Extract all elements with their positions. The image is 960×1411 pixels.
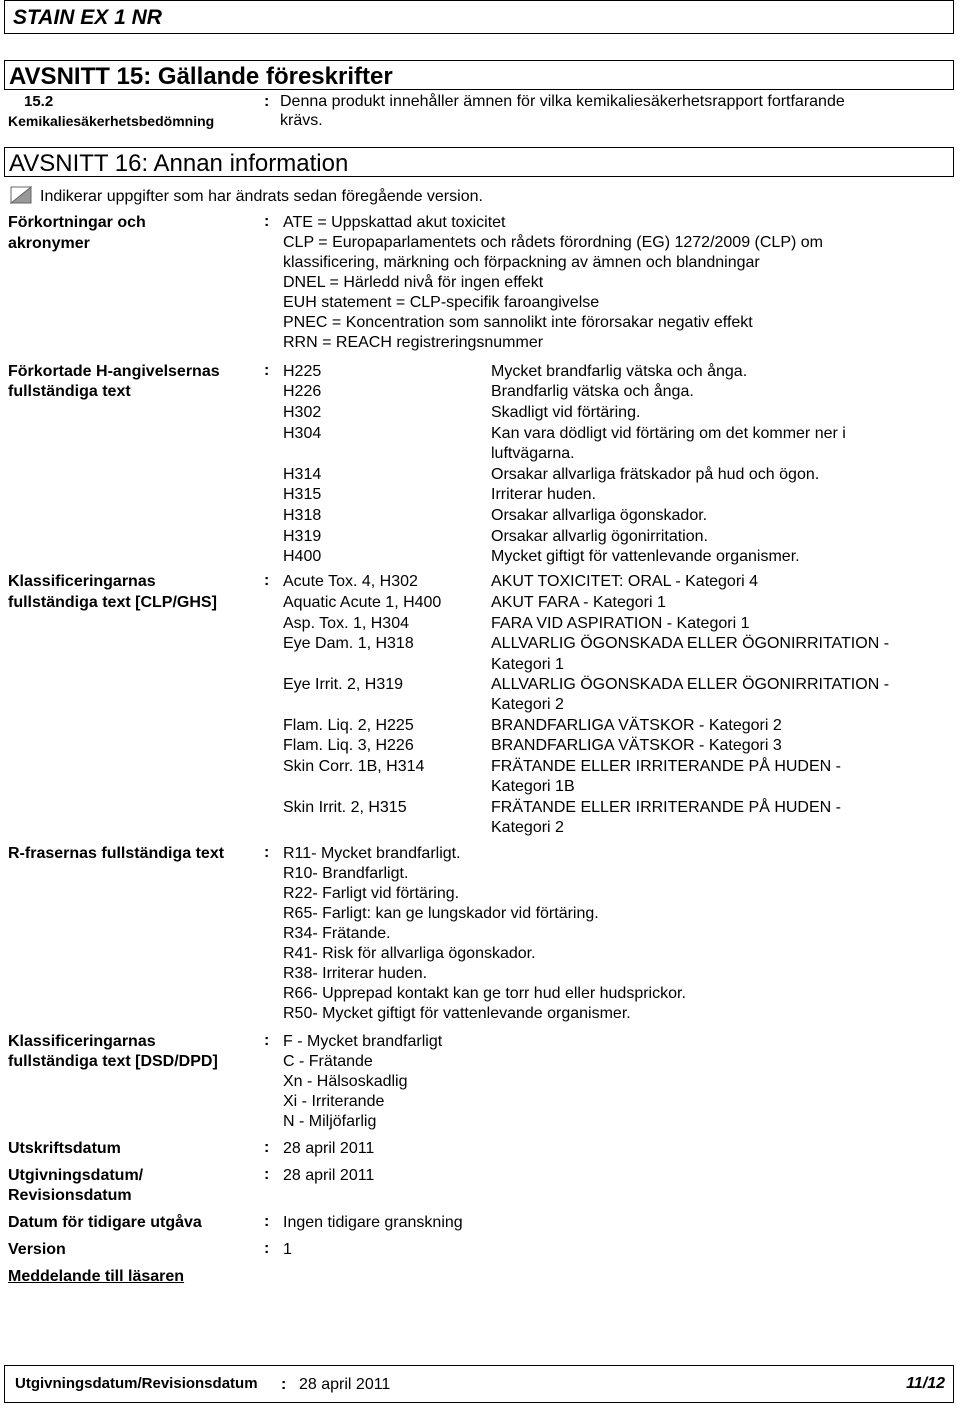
h-text: Brandfarlig vätska och ånga.: [491, 383, 694, 400]
clp-text: AKUT FARA - Kategori 1: [491, 594, 666, 611]
changed-marker-icon: [10, 186, 32, 204]
list-item: ATE = Uppskattad akut toxicitet: [283, 214, 506, 231]
list-item: EUH statement = CLP-specifik faroangivelse: [283, 294, 600, 311]
clp-code: Skin Corr. 1B, H314: [283, 758, 425, 775]
h-code: H400: [283, 548, 322, 565]
list-item: RRN = REACH registreringsnummer: [283, 334, 544, 351]
list-item: Xn - Hälsoskadlig: [283, 1073, 408, 1090]
h-code: H315: [283, 486, 322, 503]
h-text: Mycket brandfarlig vätska och ånga.: [491, 363, 748, 380]
version-value: 1: [283, 1241, 292, 1258]
clp-text: BRANDFARLIGA VÄTSKOR - Kategori 2: [491, 717, 782, 734]
version-label: Version: [8, 1241, 66, 1258]
colon: :: [281, 1376, 287, 1393]
clp-label-line2: fullständiga text [CLP/GHS]: [8, 594, 217, 611]
colon: :: [264, 572, 270, 589]
section-16-title: AVSNITT 16: Annan information: [9, 150, 349, 177]
print-date-value: 28 april 2011: [283, 1140, 375, 1157]
h-text-continued: luftvägarna.: [491, 445, 575, 462]
clp-text-continued: Kategori 2: [491, 696, 564, 713]
h-text: Kan vara dödligt vid förtäring om det kommer ner i: [491, 425, 846, 442]
section-15-2-number: 15.2: [24, 93, 54, 110]
section-15-2-value-line2: krävs.: [280, 112, 323, 129]
abbreviations-label-line1: Förkortningar och: [8, 214, 146, 231]
colon: :: [264, 213, 270, 230]
h-code: H225: [283, 363, 322, 380]
list-item: CLP = Europaparlamentets och rådets förordning (EG) 1272/2009 (CLP) om: [283, 234, 823, 251]
clp-text: ALLVARLIG ÖGONSKADA ELLER ÖGONIRRITATION -: [491, 635, 890, 652]
list-item: R34- Frätande.: [283, 925, 391, 942]
abbreviations-label-line2: akronymer: [8, 235, 90, 252]
section-15-2-label: Kemikaliesäkerhetsbedömning: [8, 113, 215, 129]
list-item: R41- Risk för allvarliga ögonskador.: [283, 945, 536, 962]
dsd-classification-list: [283, 1032, 442, 1132]
document-title: STAIN EX 1 NR: [13, 6, 162, 29]
h-code: H319: [283, 528, 322, 545]
clp-code: Aquatic Acute 1, H400: [283, 594, 442, 611]
issue-date-label-line1: Utgivningsdatum/: [8, 1167, 144, 1184]
reader-note-heading: Meddelande till läsaren: [8, 1268, 185, 1285]
page-footer: [4, 1365, 954, 1403]
colon: :: [264, 362, 270, 379]
h-text: Skadligt vid förtäring.: [491, 404, 641, 421]
clp-code: Eye Dam. 1, H318: [283, 635, 414, 652]
changed-note: Indikerar uppgifter som har ändrats sedan föregående version.: [40, 188, 483, 205]
clp-text: BRANDFARLIGA VÄTSKOR - Kategori 3: [491, 737, 782, 754]
colon: :: [264, 844, 270, 861]
clp-text: FARA VID ASPIRATION - Kategori 1: [491, 615, 750, 632]
page-number: 11/12: [906, 1375, 945, 1392]
h-code: H302: [283, 404, 322, 421]
list-item: PNEC = Koncentration som sannolikt inte förorsakar negativ effekt: [283, 314, 753, 331]
section-15-title: AVSNITT 15: Gällande föreskrifter: [9, 63, 393, 90]
h-text: Irriterar huden.: [491, 486, 596, 503]
h-text: Orsakar allvarliga ögonskador.: [491, 507, 708, 524]
r-phrases-label: R-frasernas fullständiga text: [8, 845, 225, 862]
list-item: R38- Irriterar huden.: [283, 965, 428, 982]
list-item: klassificering, märkning och förpackning av ämnen och blandningar: [283, 254, 760, 271]
print-date-label: Utskriftsdatum: [8, 1140, 121, 1157]
h-text: Mycket giftigt för vattenlevande organismer.: [491, 548, 800, 565]
h-code: H304: [283, 425, 322, 442]
h-code: H226: [283, 383, 322, 400]
h-code: H318: [283, 507, 322, 524]
list-item: F - Mycket brandfarligt: [283, 1033, 443, 1050]
section-16-heading-box: [4, 147, 954, 177]
clp-text-continued: Kategori 1: [491, 656, 564, 673]
abbreviations-list: [283, 213, 823, 353]
dsd-label-line1: Klassificeringarnas: [8, 1033, 156, 1050]
clp-code: Flam. Liq. 3, H226: [283, 737, 414, 754]
section-15-2-value-line1: Denna produkt innehåller ämnen för vilka kemikaliesäkerhetsrapport fortfarande: [280, 93, 845, 110]
h-statements-label-line2: fullständiga text: [8, 383, 131, 400]
clp-code: Eye Irrit. 2, H319: [283, 676, 404, 693]
list-item: C - Frätande: [283, 1053, 373, 1070]
colon: :: [264, 1166, 270, 1183]
list-item: R50- Mycket giftigt för vattenlevande organismer.: [283, 1005, 631, 1022]
dsd-label-line2: fullständiga text [DSD/DPD]: [8, 1053, 218, 1070]
list-item: Xi - Irriterande: [283, 1093, 385, 1110]
clp-code: Skin Irrit. 2, H315: [283, 799, 407, 816]
footer-label: Utgivningsdatum/Revisionsdatum: [15, 1375, 258, 1392]
clp-text: ALLVARLIG ÖGONSKADA ELLER ÖGONIRRITATION -: [491, 676, 890, 693]
list-item: R11- Mycket brandfarligt.: [283, 845, 461, 862]
h-code: H314: [283, 466, 322, 483]
issue-date-label-line2: Revisionsdatum: [8, 1187, 132, 1204]
clp-text: FRÄTANDE ELLER IRRITERANDE PÅ HUDEN -: [491, 758, 841, 775]
h-text: Orsakar allvarliga frätskador på hud och ögon.: [491, 466, 820, 483]
colon: :: [264, 93, 270, 110]
section-15-heading-box: [4, 60, 954, 90]
list-item: R66- Upprepad kontakt kan ge torr hud eller hudsprickor.: [283, 985, 686, 1002]
clp-text: FRÄTANDE ELLER IRRITERANDE PÅ HUDEN -: [491, 799, 841, 816]
issue-date-value: 28 april 2011: [283, 1167, 375, 1184]
clp-label-line1: Klassificeringarnas: [8, 573, 156, 590]
footer-date: 28 april 2011: [299, 1376, 391, 1393]
colon: :: [264, 1139, 270, 1156]
r-phrases-list: [283, 844, 686, 1024]
clp-code: Acute Tox. 4, H302: [283, 573, 418, 590]
list-item: N - Miljöfarlig: [283, 1113, 377, 1130]
list-item: R10- Brandfarligt.: [283, 865, 409, 882]
clp-text-continued: Kategori 2: [491, 819, 564, 836]
clp-code: Flam. Liq. 2, H225: [283, 717, 414, 734]
colon: :: [264, 1240, 270, 1257]
previous-issue-value: Ingen tidigare granskning: [283, 1214, 463, 1231]
h-text: Orsakar allvarlig ögonirritation.: [491, 528, 708, 545]
document-header: [4, 0, 954, 34]
previous-issue-label: Datum för tidigare utgåva: [8, 1214, 202, 1231]
list-item: R22- Farligt vid förtäring.: [283, 885, 460, 902]
clp-text: AKUT TOXICITET: ORAL - Kategori 4: [491, 573, 759, 590]
list-item: R65- Farligt: kan ge lungskador vid förtäring.: [283, 905, 599, 922]
colon: :: [264, 1032, 270, 1049]
clp-text-continued: Kategori 1B: [491, 778, 575, 795]
h-statements-label-line1: Förkortade H-angivelsernas: [8, 363, 220, 380]
list-item: DNEL = Härledd nivå för ingen effekt: [283, 274, 544, 291]
colon: :: [264, 1213, 270, 1230]
clp-code: Asp. Tox. 1, H304: [283, 615, 409, 632]
